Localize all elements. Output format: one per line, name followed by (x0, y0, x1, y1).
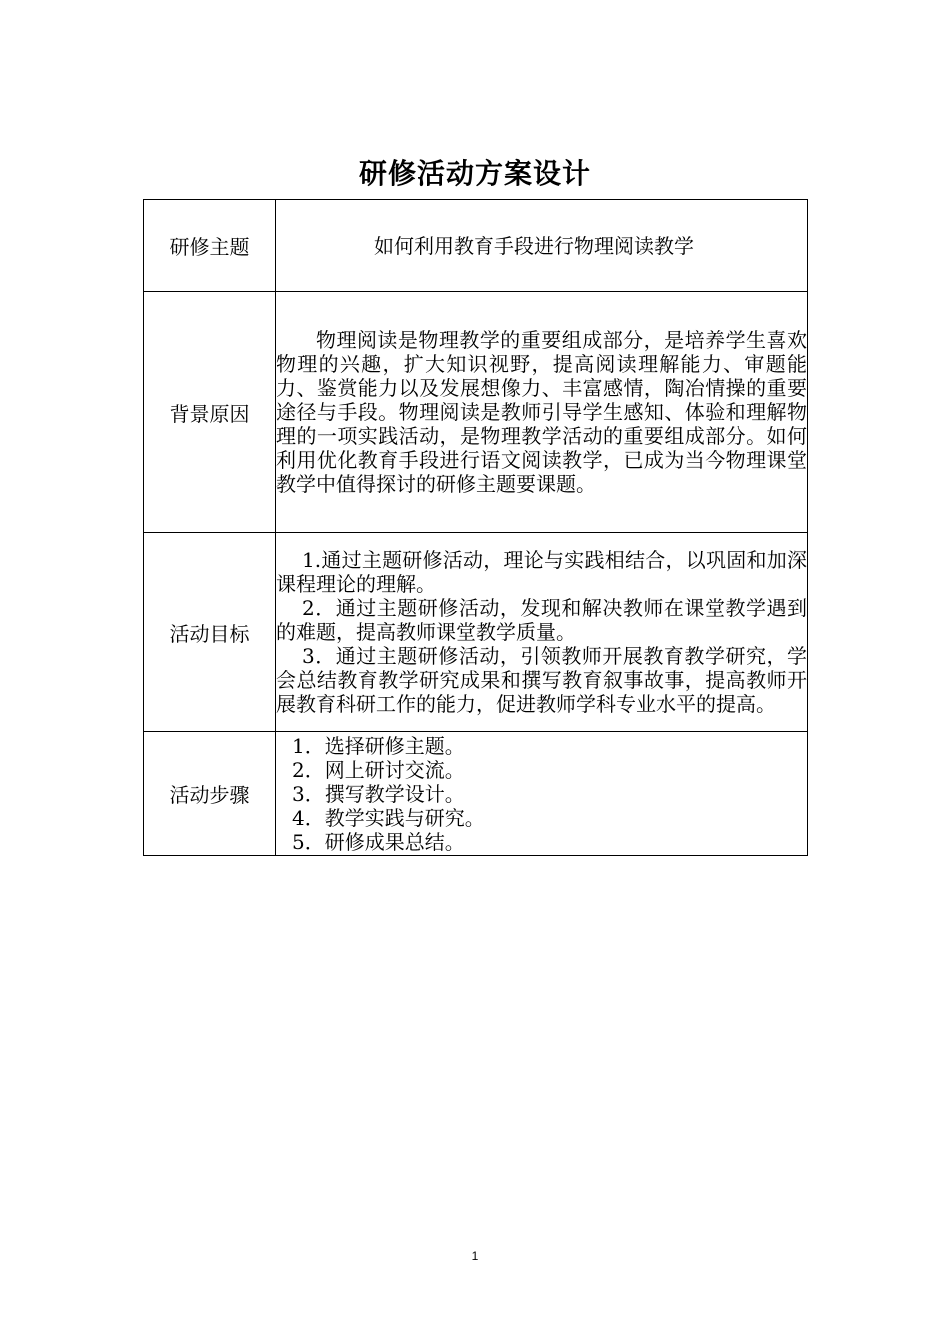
goal-item: 1.通过主题研修活动，理论与实践相结合，以巩固和加深课程理论的理解。 (276, 548, 807, 596)
goal-item: 2．通过主题研修活动，发现和解决教师在课堂教学遇到的难题，提高教师课堂教学质量。 (276, 596, 807, 644)
background-label: 背景原因 (144, 292, 276, 533)
background-cell (276, 292, 808, 533)
page-number: 1 (471, 1249, 479, 1263)
plan-table (143, 199, 808, 856)
table-row-topic (144, 200, 808, 292)
steps-cell (276, 732, 808, 856)
table-row-steps (144, 732, 808, 856)
table-row-background (144, 292, 808, 533)
topic-cell (276, 200, 808, 292)
topic-label: 研修主题 (144, 200, 276, 292)
goal-item: 3．通过主题研修活动，引领教师开展教育教学研究，学会总结教育教学研究成果和撰写教育叙事故事，提高教师开展教育科研工作的能力，促进教师学科专业水平的提高。 (276, 644, 807, 716)
step-item: 1．选择研修主题。 (292, 733, 465, 758)
goals-cell (276, 533, 808, 732)
background-text: 物理阅读是物理教学的重要组成部分，是培养学生喜欢物理的兴趣，扩大知识视野，提高阅读理解能力、审题能力、鉴赏能力以及发展想像力、丰富感情，陶冶情操的重要途径与手段。物理阅读是教师引导学生感知、体验和理解物理的一项实践活动，是物理教学活动的重要组成部分。如何利用优化教育手段进行语文阅读教学，已成为当今物理课堂教学中值得探讨的研修主题要课题。 (276, 328, 807, 496)
step-item: 3．撰写教学设计。 (292, 781, 465, 806)
step-item: 4．教学实践与研究。 (292, 805, 485, 830)
document-title: 研修活动方案设计 (358, 157, 591, 190)
step-item: 5．研修成果总结。 (292, 829, 465, 854)
step-item: 2．网上研讨交流。 (292, 757, 465, 782)
topic-text: 如何利用教育手段进行物理阅读教学 (374, 233, 694, 258)
steps-label: 活动步骤 (144, 732, 276, 856)
table-row-goals (144, 533, 808, 732)
goals-label: 活动目标 (144, 533, 276, 732)
